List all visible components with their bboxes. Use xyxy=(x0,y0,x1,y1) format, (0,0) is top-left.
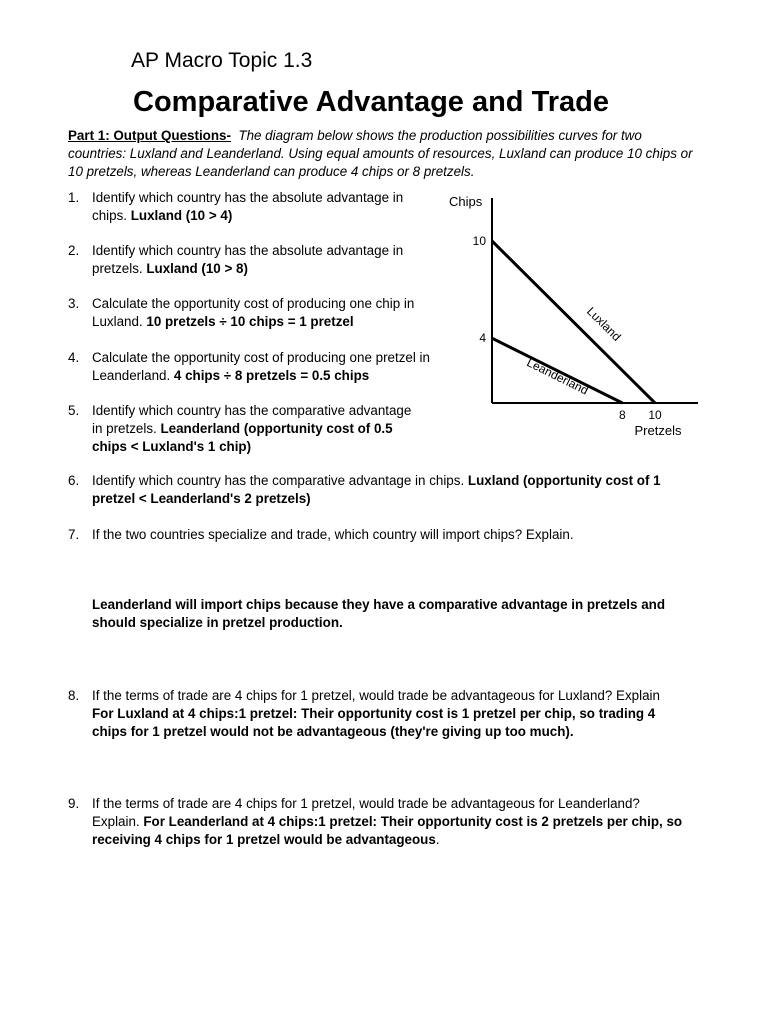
question-answer: Leanderland (opportunity cost of 0.5 chips < Luxland's 1 chip) xyxy=(92,421,393,454)
question-number: 5. xyxy=(68,403,80,418)
question-text: Identify which country has the comparative advantage in pretzels. xyxy=(92,403,412,436)
question-number: 1. xyxy=(68,190,80,205)
question-answer: Luxland (10 > 8) xyxy=(146,261,248,276)
series-label-leanderland: Leanderland xyxy=(524,355,591,398)
question-7-answer: Leanderland will import chips because they have a comparative advantage in pretzels and should specialize in pretzel production. xyxy=(92,597,666,630)
question-text: If the terms of trade are 4 chips for 1 pretzel, would trade be advantageous for Leanderland? Explain. xyxy=(92,796,640,829)
question-4 xyxy=(68,349,430,385)
question-answer: 10 pretzels ÷ 10 chips = 1 pretzel xyxy=(146,314,354,329)
question-1 xyxy=(68,189,418,225)
y-axis-label: Chips xyxy=(449,194,483,209)
question-text: Identify which country has the comparative advantage in chips. xyxy=(92,473,465,488)
y-tick-label: 4 xyxy=(479,331,486,346)
question-answer: 4 chips ÷ 8 pretzels = 0.5 chips xyxy=(173,368,370,383)
intro-paragraph xyxy=(68,127,698,181)
question-answer: Luxland (opportunity cost of 1 pretzel < Leanderland's 2 pretzels) xyxy=(92,473,661,506)
x-tick-label: 8 xyxy=(619,408,626,422)
question-text: If the two countries specialize and trade, which country will import chips? Explain. xyxy=(92,527,574,542)
question-text: Calculate the opportunity cost of producing one chip in Luxland. xyxy=(92,296,415,329)
question-8 xyxy=(68,687,690,741)
question-answer: For Luxland at 4 chips:1 pretzel: Their opportunity cost is 1 pretzel per chip, so trading 4 chips for 1 pretzel would not be advantageous (they're giving up too much). xyxy=(92,706,656,739)
question-3 xyxy=(68,295,428,331)
ppc-chart xyxy=(438,188,700,440)
question-9 xyxy=(68,795,690,849)
x-axis-label: Pretzels xyxy=(634,423,682,438)
intro-text: The diagram below shows the production possibilities curves for two countries: Luxland and Leanderland. Using equal amounts of resources, Luxland can produce 10 chips or 10 pretzels, whereas Leanderland can produce 4 chips or 8 pretzels. xyxy=(68,128,693,179)
question-text: Identify which country has the absolute advantage in pretzels. xyxy=(92,243,404,276)
question-trailing: . xyxy=(435,832,440,847)
question-6 xyxy=(68,472,690,508)
page-title: Comparative Advantage and Trade xyxy=(133,86,609,118)
intro-label: Part 1: Output Questions- xyxy=(68,128,231,143)
question-answer: Luxland (10 > 4) xyxy=(130,208,233,223)
question-5 xyxy=(68,402,424,456)
question-7 xyxy=(68,526,690,544)
question-number: 8. xyxy=(68,688,80,703)
question-answer: For Leanderland at 4 chips:1 pretzel: Their opportunity cost is 2 pretzels per chip, so receiving 4 chips for 1 pretzel would be advantageous xyxy=(92,814,683,847)
question-number: 7. xyxy=(68,527,80,542)
question-text: Identify which country has the absolute advantage in chips. xyxy=(92,190,404,223)
x-tick-label: 10 xyxy=(648,408,662,422)
question-text: Calculate the opportunity cost of producing one pretzel in Leanderland. xyxy=(92,350,430,383)
y-tick-label: 10 xyxy=(472,234,486,248)
series-label-luxland: Luxland xyxy=(584,304,624,344)
question-text: If the terms of trade are 4 chips for 1 pretzel, would trade be advantageous for Luxland? Explain xyxy=(92,688,660,703)
question-number: 9. xyxy=(68,796,80,811)
question-number: 3. xyxy=(68,296,80,311)
question-number: 4. xyxy=(68,350,80,365)
question-2 xyxy=(68,242,418,278)
question-number: 2. xyxy=(68,243,80,258)
page-subtitle: AP Macro Topic 1.3 xyxy=(131,49,313,72)
question-number: 6. xyxy=(68,473,80,488)
